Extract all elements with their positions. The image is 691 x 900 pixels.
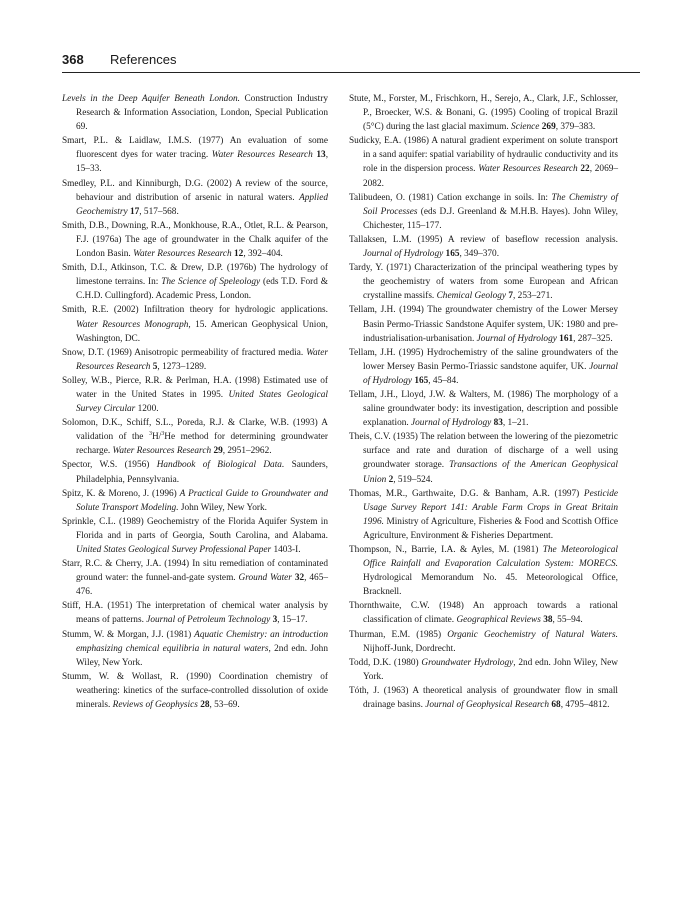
reference-entry: Starr, R.C. & Cherry, J.A. (1994) In situ remediation of contaminated ground water: the funnel-and-gate system. Ground Water 32, 465–476.	[62, 559, 328, 598]
reference-entry: Spector, W.S. (1956) Handbook of Biological Data. Saunders, Philadelphia, Pennsylvania.	[62, 460, 328, 485]
reference-entry: Smith, D.B., Downing, R.A., Monkhouse, R.A., Otlet, R.L. & Pearson, F.J. (1976a) The age of groundwater in the Chalk aquifer of the London Basin. Water Resources Research 12, 392–404.	[62, 220, 328, 260]
reference-entry: Thomas, M.R., Garthwaite, D.G. & Banham, A.R. (1997) Pesticide Usage Survey Report 141: Arable Farm Crops in Great Britain 1996. Ministry of Agriculture, Fisheries & Food and Scottish Office Agriculture, Environment & Fisheries Department.	[349, 488, 618, 541]
reference-entry: Smith, D.I., Atkinson, T.C. & Drew, D.P. (1976b) The hydrology of limestone terrains. In: The Science of Speleology (eds T.D. Ford & C.H.D. Cullingford). Academic Press, London.	[62, 263, 329, 302]
reference-entry: Theis, C.V. (1935) The relation between the lowering of the piezometric surface and rate and duration of discharge of a well using groundwater storage. Transactions of the American Geophysical Union 2, 519–524.	[349, 432, 618, 485]
reference-entry: Tellam, J.H., Lloyd, J.W. & Walters, M. (1986) The morphology of a saline groundwater body: its investigation, description and possible explanation. Journal of Hydrology 83, 1–21.	[349, 389, 618, 429]
reference-entry: Tallaksen, L.M. (1995) A review of baseflow recession analysis. Journal of Hydrology 165, 349–370.	[349, 234, 618, 260]
running-header	[62, 52, 640, 73]
reference-entry: Todd, D.K. (1980) Groundwater Hydrology, 2nd edn. John Wiley, New York.	[349, 657, 619, 682]
reference-entry: Tellam, J.H. (1995) Hydrochemistry of the saline groundwaters of the lower Mersey Basin Permo-Triassic sandstone aquifer, UK. Journal of Hydrology 165, 45–84.	[349, 347, 618, 386]
reference-entry: Sprinkle, C.L. (1989) Geochemistry of the Florida Aquifer System in Florida and in parts of Georgia, South Carolina, and Alabama. United States Geological Survey Professional Paper 1403-I.	[62, 516, 328, 555]
reference-entry: Thornthwaite, C.W. (1948) An approach towards a rational classification of climate. Geographical Reviews 38, 55–94.	[349, 601, 618, 626]
reference-entry: Stumm, W. & Morgan, J.J. (1981) Aquatic Chemistry: an introduction emphasizing chemical equilibria in natural waters, 2nd edn. John Wiley, New York.	[62, 629, 328, 668]
reference-entry: Thurman, E.M. (1985) Organic Geochemistry of Natural Waters. Nijhoff-Junk, Dordrecht.	[349, 629, 618, 654]
reference-entry: Solley, W.B., Pierce, R.R. & Perlman, H.A. (1998) Estimated use of water in the United States in 1995. United States Geological Survey Circular 1200.	[62, 375, 329, 415]
reference-entry: Tóth, J. (1963) A theoretical analysis of groundwater flow in small drainage basins. Journal of Geophysical Research 68, 4795–4812.	[349, 685, 618, 711]
reference-entry: Spitz, K. & Moreno, J. (1996) A Practical Guide to Groundwater and Solute Transport Modeling. John Wiley, New York.	[62, 488, 328, 513]
page-number: 368	[62, 52, 84, 67]
reference-entry: Smith, R.E. (2002) Infiltration theory for hydrologic applications. Water Resources Monograph, 15. American Geophysical Union, Washington, DC.	[62, 305, 329, 344]
reference-entry: Stumm, W. & Wollast, R. (1990) Coordination chemistry of weathering: kinetics of the surface-controlled dissolution of oxide minerals. Reviews of Geophysics 28, 53–69.	[62, 671, 328, 711]
references-right-column	[349, 92, 618, 712]
reference-entry: Solomon, D.K., Schiff, S.L., Poreda, R.J. & Clarke, W.B. (1993) A validation of the $^3$H/$^3$He method for determining groundwater recharge. Water Resources Research 29, 2951–2962.	[62, 418, 328, 457]
reference-entry: Tardy, Y. (1971) Characterization of the principal weathering types by the geochemistry of waters from some European and African crystalline massifs. Chemical Geology 7, 253–271.	[349, 263, 618, 302]
references-left-column	[62, 92, 328, 712]
reference-entry: Smart, P.L. & Laidlaw, I.M.S. (1977) An evaluation of some fluorescent dyes for water tracing. Water Resources Research 13, 15–33.	[62, 136, 329, 175]
reference-entry: Tellam, J.H. (1994) The groundwater chemistry of the Lower Mersey Basin Permo-Triassic Sandstone Aquifer system, UK: 1980 and pre-industrialisation-urbanisation. Journal of Hydrology 161, 287–325.	[349, 305, 618, 344]
reference-entry: Thompson, N., Barrie, I.A. & Ayles, M. (1981) The Meteorological Office Rainfall and Evaporation Calculation System: MORECS. Hydrological Memorandum No. 45. Meteorological Office, Bracknell.	[349, 545, 618, 598]
reference-entry: Talibudeen, O. (1981) Cation exchange in soils. In: The Chemistry of Soil Processes (eds D.J. Greenland & M.H.B. Hayes). John Wiley, Chichester, 115–177.	[349, 192, 619, 231]
reference-entry: Levels in the Deep Aquifer Beneath London. Construction Industry Research & Information Association, London, Special Publication 69.	[62, 94, 328, 133]
section-title: References	[110, 52, 177, 67]
reference-entry: Stiff, H.A. (1951) The interpretation of chemical water analysis by means of patterns. Journal of Petroleum Technology 3, 15–17.	[62, 601, 328, 626]
reference-entry: Smedley, P.L. and Kinniburgh, D.G. (2002) A review of the source, behaviour and distribution of arsenic in natural waters. Applied Geochemistry 17, 517–568.	[62, 178, 328, 217]
reference-entry: Sudicky, E.A. (1986) A natural gradient experiment on solute transport in a sand aquifer: spatial variability of hydraulic conductivity and its role in the dispersion process. Water Resources Research 22, 2069–2082.	[349, 136, 619, 189]
reference-entry: Snow, D.T. (1969) Anisotropic permeability of fractured media. Water Resources Research 5, 1273–1289.	[62, 347, 328, 372]
reference-entry: Stute, M., Forster, M., Frischkorn, H., Serejo, A., Clark, J.F., Schlosser, P., Broecker, W.S. & Bonani, G. (1995) Cooling of tropical Brazil (5°C) during the last glacial maximum. Science 269, 379–383.	[349, 94, 618, 133]
